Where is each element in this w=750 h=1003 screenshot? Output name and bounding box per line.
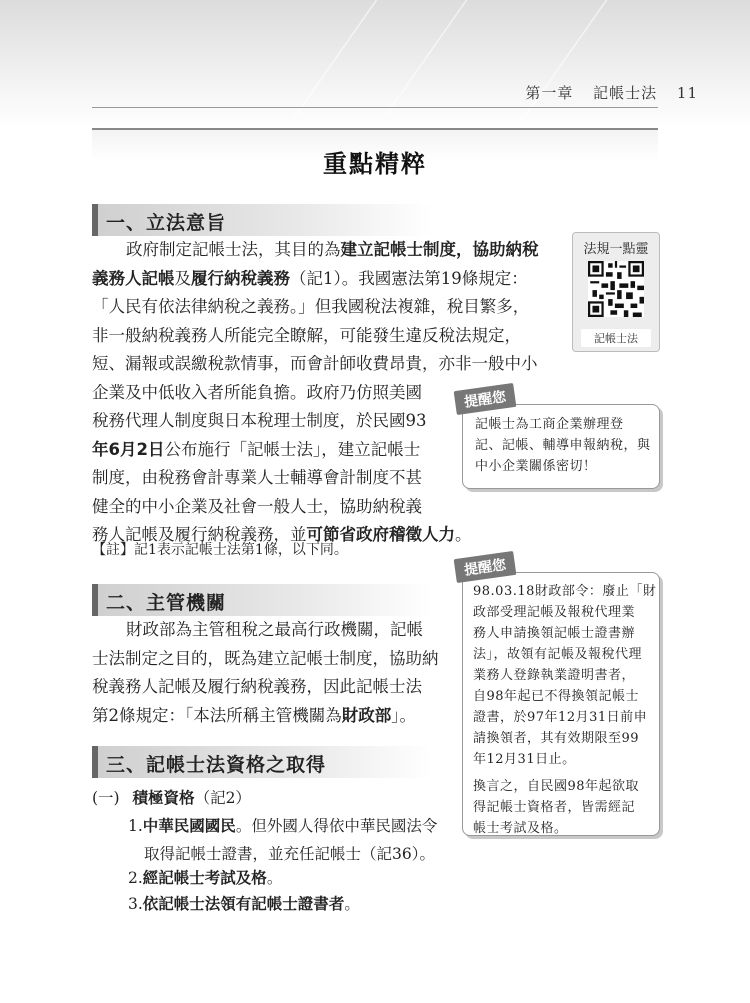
bold-text: 義務人記帳 [92, 268, 175, 288]
text: （記1）。我國憲法第19條規定： [290, 268, 528, 288]
text: 及 [174, 268, 191, 288]
heading-marker [92, 584, 98, 616]
qr-code-box[interactable] [572, 232, 660, 352]
text-line: 制度，由稅務會計專業人士輔導會計制度不甚 [92, 468, 422, 487]
reminder-line: 證書，於97年12月31日前申 [473, 710, 648, 725]
section-title: 一、立法意旨 [106, 212, 227, 234]
text-line [92, 236, 539, 265]
text: 。 [455, 525, 472, 544]
qr-box-title: 法規一點靈 [583, 242, 649, 257]
text-line: 企業及中低收入者所能負擔。政府乃仿照美國 [92, 382, 422, 402]
reminder-line: 帳士考試及格。 [473, 821, 568, 836]
text-line: 非一般納稅義務人所能完全瞭解，可能發生違反稅法規定， [92, 325, 521, 345]
list-number: 2. [128, 869, 143, 887]
reminder-line: 得記帳士資格者，皆需經記 [473, 800, 636, 815]
text: 務人記帳及履行納稅義務，並 [92, 525, 307, 544]
reminder-line: 自98年起已不得換領記帳士 [473, 689, 640, 704]
text-line: 短、漏報或誤繳稅款情事，而會計師收費昂貴，亦非一般中小 [92, 354, 538, 373]
reminder-text [473, 581, 656, 839]
reminder-box-1 [462, 389, 660, 489]
page-title: 重點精粹 [323, 150, 427, 178]
footnote: 【註】記1表示記帳士法第1條，以下同。 [92, 542, 348, 558]
reminder-line: 98.03.18財政部令：廢止「財 [473, 584, 657, 599]
subsection-heading [92, 786, 251, 808]
page-title-bar [92, 128, 658, 182]
text-line: 財政部為主管租稅之最高行政機關，記帳 [126, 620, 423, 639]
reminder-text [475, 414, 651, 477]
heading-marker [92, 204, 98, 236]
bold-text: 年6月2日 [92, 439, 165, 459]
bold-text: 中華民國國民 [142, 817, 236, 835]
running-header [511, 82, 698, 103]
text: 。 [266, 869, 283, 887]
text: 。 [344, 895, 360, 913]
reminder-line: 中小企業關係密切！ [475, 459, 597, 474]
page-number: 11 [676, 84, 698, 102]
list-number: 1. [128, 817, 143, 835]
section-title: 三、記帳士法資格之取得 [106, 754, 327, 776]
text: 第2條規定：「本法所稱主管機關為 [92, 705, 342, 725]
chapter-title: 記帳士法 [593, 84, 658, 102]
bold-text: 建立記帳士制度，協助納稅 [340, 240, 539, 259]
text: 公布施行「記帳士法」，建立記帳士 [164, 439, 421, 459]
reminder-tag: 提醒您 [454, 551, 517, 583]
text-line: 稅義務人記帳及履行納稅義務，因此記帳士法 [92, 677, 422, 696]
text: 政府制定記帳士法，其目的為 [126, 240, 341, 259]
section-heading-1 [92, 204, 432, 236]
subsection-title: 積極資格 [132, 789, 195, 807]
text-line: 健全的中小企業及社會一般人士，協助納稅義 [92, 496, 422, 516]
header-background [0, 0, 750, 130]
bold-text: 可節省政府稽徵人力 [306, 525, 455, 544]
text-line: 稅務代理人制度與日本稅理士制度，於民國93 [92, 411, 427, 430]
list-item [128, 866, 282, 888]
section-heading-3 [92, 746, 432, 778]
reminder-line: 業務人登錄執業證明書者， [473, 668, 636, 683]
section-heading-2 [92, 584, 432, 616]
qr-code-icon[interactable] [588, 261, 644, 317]
reminder-box-2 [462, 557, 660, 836]
qr-box-caption: 記帳士法 [581, 329, 651, 347]
paragraph-competent-authority [92, 616, 439, 730]
list-number: 3. [128, 895, 143, 913]
reminder-line: 記帳士為工商企業辦理登 [475, 417, 624, 432]
reminder-line: 政部受理記帳及報稅代理業 [473, 605, 636, 620]
bold-text: 經記帳士考試及格 [142, 869, 267, 887]
chapter-number: 第一章 [525, 84, 574, 102]
reminder-line: 務人申請換領記帳士證書辦 [473, 626, 636, 641]
list-item-continuation: 取得記帳士證書，並充任記帳士（記36）。 [144, 845, 435, 863]
bold-text: 履行納稅義務 [191, 268, 290, 288]
text-line [92, 265, 539, 294]
bold-text: 財政部 [341, 705, 392, 725]
reminder-tag: 提醒您 [454, 383, 517, 415]
article-reference: （記2） [194, 789, 251, 807]
reminder-line: 記、記帳、輔導申報納稅，與 [475, 438, 651, 453]
subsection-number: (一) [92, 789, 120, 807]
bold-text: 依記帳士法領有記帳士證書者 [142, 895, 345, 913]
text-line: 士法制定之目的，既為建立記帳士制度，協助納 [92, 648, 439, 668]
section-title: 二、主管機關 [106, 592, 227, 614]
text: 」。 [391, 705, 416, 725]
list-item [128, 892, 360, 914]
text: 。但外國人得依中華民國法令 [235, 817, 438, 835]
reminder-line: 法」，故領有記帳及報稅代理 [473, 647, 643, 662]
reminder-line: 請換領者，其有效期限至99 [473, 731, 640, 746]
text-line [92, 702, 439, 731]
header-rule [92, 107, 658, 108]
reminder-line: 換言之，自民國98年起欲取 [473, 779, 640, 794]
heading-marker [92, 746, 98, 778]
reminder-line: 年12月31日止。 [473, 752, 576, 767]
text-line: 「人民有依法律納稅之義務。」但我國稅法複雜，稅目繁多， [92, 297, 530, 316]
list-item [128, 814, 437, 836]
